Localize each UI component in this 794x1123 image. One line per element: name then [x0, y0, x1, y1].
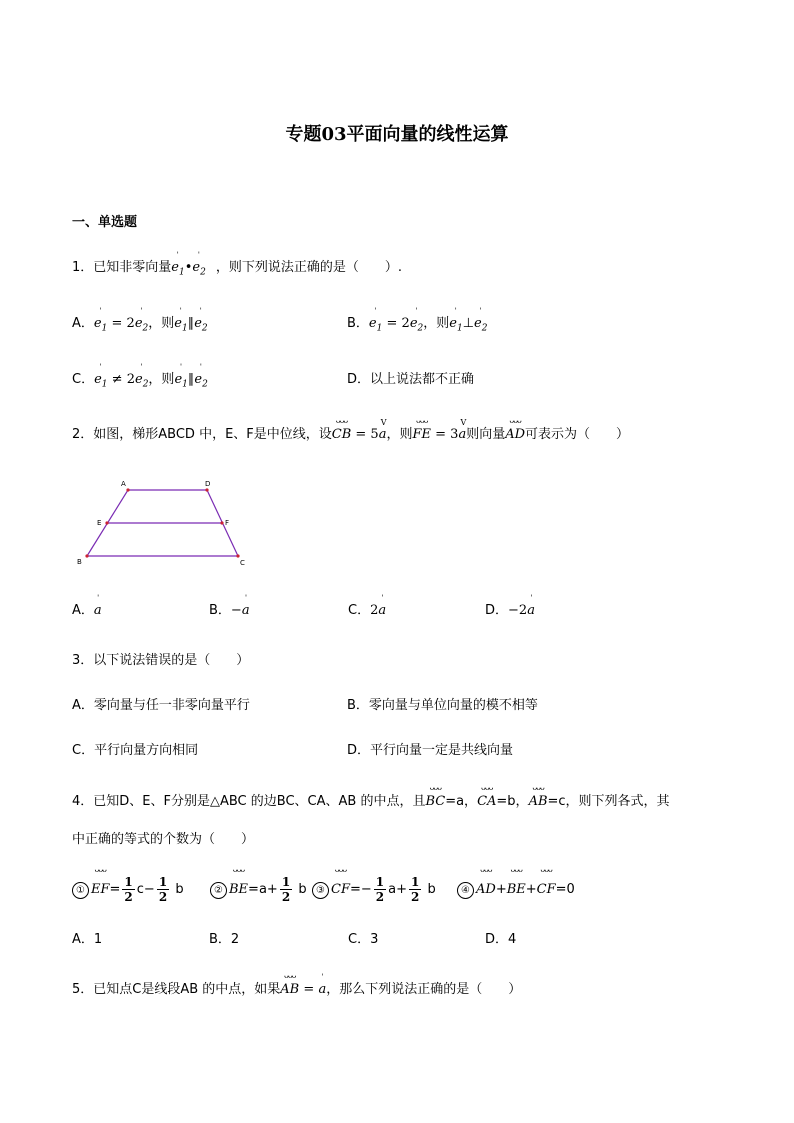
- question-4-stem-line-1: 4．已知D、E、F分别是△ABC 的边BC、CA、AB 的中点，且 ᴗᴗᴗ BC=a， ᴗᴗᴗ CA=b， ᴗᴗᴗ AB=c，则下列各式，其: [72, 783, 670, 809]
- point-a: [126, 488, 129, 491]
- question-4-option-d: D．4: [485, 932, 517, 947]
- vector-cb: ᴗᴗᴗ CB: [331, 416, 352, 442]
- vector-e1: ˈ $e_1$: [171, 251, 185, 278]
- label-e: E: [97, 519, 102, 527]
- question-2-option-a: A． ˈ a: [72, 594, 102, 618]
- question-2-option-d: D．−2 ˈ a: [485, 594, 535, 618]
- question-4-formula-1: ① ᴗᴗᴗ EF= $\frac{1}{2}$ c− $\frac{1}{2}$ b: [72, 875, 184, 905]
- question-3-stem: 3．以下说法错误的是（ ）: [72, 653, 250, 668]
- point-f: [220, 521, 223, 524]
- question-4-formula-2: ② ᴗᴗᴗ BE=a+ $\frac{1}{2}$ b: [210, 875, 307, 905]
- label-a: A: [121, 480, 126, 488]
- trapezoid-figure: [70, 476, 260, 572]
- vector-ad: ᴗᴗᴗ AD: [505, 416, 526, 442]
- question-3-option-c: C．平行向量方向相同: [72, 743, 199, 758]
- question-4-option-b: B．2: [209, 932, 240, 947]
- question-3-option-d: D．平行向量一定是共线向量: [347, 743, 514, 758]
- question-2-stem: 2．如图，梯形ABCD 中，E、F是中位线，设 ᴗᴗᴗ CB = 5 V a，则 ᴗᴗᴗ FE = 3 V a则向量 ᴗᴗᴗ AD可表示为（ ）: [72, 416, 630, 442]
- question-4-formula-3: ③ ᴗᴗᴗ CF=− $\frac{1}{2}$ a+ $\frac{1}{2}$ b: [312, 875, 436, 905]
- label-f: F: [225, 519, 230, 527]
- vector-fe: ᴗᴗᴗ FE: [412, 416, 431, 442]
- question-2-option-b: B．− ˈ a: [209, 594, 250, 618]
- point-e: [105, 521, 108, 524]
- point-b: [85, 554, 88, 557]
- point-c: [236, 554, 239, 557]
- point-d: [205, 488, 208, 491]
- question-1-option-a: A． ˈ $e_1 = 2$ ˈ $e_2$，则 ˈ $e_1\parallel$ ˈ $e_2$: [72, 307, 208, 334]
- question-2-option-c: C．2 ˈ a: [348, 594, 387, 618]
- question-1-option-c: C． ˈ $e_1 \ne 2$ ˈ $e_2$，则 ˈ $e_1\parallel$ ˈ $e_2$: [72, 363, 208, 390]
- label-b: B: [77, 558, 82, 566]
- question-4-option-c: C．3: [348, 932, 379, 947]
- question-1-option-b: B． ˈ $e_1 = 2$ ˈ $e_2$，则 ˈ $e_1\perp$ ˈ $e_2$: [347, 307, 488, 334]
- vector-a: V a: [378, 418, 387, 442]
- question-3-option-b: B．零向量与单位向量的模不相等: [347, 698, 538, 713]
- question-4-option-a: A．1: [72, 932, 103, 947]
- label-c: C: [240, 559, 245, 567]
- page-title: 专题03平面向量的线性运算: [285, 124, 509, 145]
- question-1-option-d: D．以上说法都不正确: [347, 372, 475, 387]
- question-5-stem: 5．已知点C是线段AB 的中点，如果 ᴗᴗᴗ AB = ˈ a，那么下列说法正确的是（ ）: [72, 971, 522, 997]
- vector-e2: ˈ $e_2$: [192, 251, 206, 278]
- section-heading: 一、单选题: [72, 215, 138, 230]
- question-3-option-a: A．零向量与任一非零向量平行: [72, 698, 250, 713]
- question-4-stem-line-2: 中正确的等式的个数为（ ）: [72, 832, 255, 847]
- question-4-formula-4: ④ ᴗᴗᴗ AD+ ᴗᴗᴗ BE+ ᴗᴗᴗ CF=0: [457, 875, 575, 905]
- question-1-stem: 1．已知非零向量 ˈ $e_1•$ ˈ $e_2$ ，则下列说法正确的是（ ）.: [72, 259, 402, 282]
- label-d: D: [205, 480, 211, 488]
